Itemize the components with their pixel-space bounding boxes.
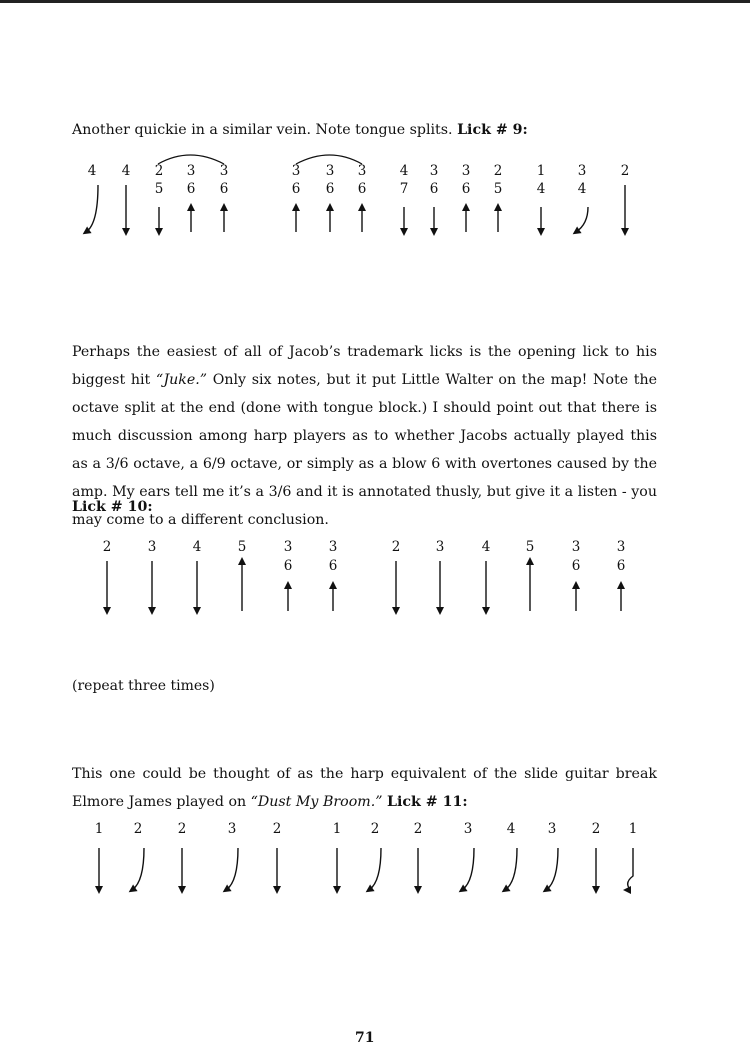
lick10-note-bottom: 6 (571, 558, 581, 574)
lick9-note-bottom: 6 (219, 181, 229, 197)
lick9-note-top: 3 (357, 163, 367, 179)
lick9-note-bottom: 4 (536, 181, 546, 197)
lick9-note-top: 4 (87, 163, 97, 179)
lick11-note-top: 2 (272, 821, 282, 837)
lick11-draw-arrow (627, 848, 633, 890)
juke-text-lead: Perhaps the easiest of all of Jacob’s trademark licks is the opening lick to his biggest hit (72, 344, 657, 388)
lick9-note-bottom: 4 (577, 181, 587, 197)
lick9-heading: Lick # 9: (457, 122, 528, 138)
lick9-note-top: 4 (121, 163, 131, 179)
lick9-note-top: 3 (186, 163, 196, 179)
lick10-note-top: 3 (435, 539, 445, 555)
lick11-draw-arrow (369, 848, 381, 890)
lick11-draw-arrow (546, 848, 558, 890)
lick10-note-bottom: 6 (328, 558, 338, 574)
lick9-note-top: 3 (429, 163, 439, 179)
lick9-note-bottom: 6 (325, 181, 335, 197)
lick10-heading: Lick # 10: (72, 499, 153, 515)
lick11-note-top: 2 (591, 821, 601, 837)
lick10-note-top: 4 (481, 539, 491, 555)
lick9-note-bottom: 6 (461, 181, 471, 197)
lick9-note-top: 3 (577, 163, 587, 179)
lick10-note-top: 3 (147, 539, 157, 555)
lick9-draw-arrow (576, 207, 588, 232)
lick9-note-bottom: 6 (291, 181, 301, 197)
lick10-note-top: 3 (571, 539, 581, 555)
lick9-note-top: 3 (325, 163, 335, 179)
repeat-note: (repeat three times) (72, 678, 215, 694)
song-title: “Dust My Broom.” (250, 794, 383, 810)
lick11-draw-arrow (132, 848, 144, 890)
lick9-note-top: 3 (291, 163, 301, 179)
lick9-draw-arrow (86, 185, 98, 232)
lick10-note-bottom: 6 (616, 558, 626, 574)
intro-text: Another quickie in a similar vein. Note tongue splits. (72, 122, 453, 138)
lick9-note-bottom: 5 (154, 181, 164, 197)
lick9-note-bottom: 6 (429, 181, 439, 197)
lick9-note-bottom: 7 (399, 181, 409, 197)
lick11-draw-arrow (226, 848, 238, 890)
lick10-note-top: 3 (616, 539, 626, 555)
slur-arc (296, 155, 362, 164)
lick9-note-top: 4 (399, 163, 409, 179)
lick9-note-top: 3 (219, 163, 229, 179)
lick10-note-top: 2 (102, 539, 112, 555)
lick11-draw-arrow (462, 848, 474, 890)
lick9-note-top: 2 (154, 163, 164, 179)
lick11-note-top: 2 (370, 821, 380, 837)
juke-text-rest: Only six notes, but it put Little Walter on the map! Note the octave split at the end (done with tongue block.) I should point out that there is much discussion among harp players as to whether Jacobs actually played this as a 3/6 octave, a 6/9 octave, or simply as a blow 6 with overtones caused by the amp. My ears tell me it’s a 3/6 and it is annotated thusly, but give it a listen - you may come to a different conclusion. (72, 372, 657, 528)
lick11-note-top: 3 (547, 821, 557, 837)
lick11-note-top: 3 (463, 821, 473, 837)
lick11-note-top: 2 (177, 821, 187, 837)
juke-title: “Juke.” (155, 372, 208, 388)
lick11-note-top: 2 (133, 821, 143, 837)
lick10-note-top: 3 (283, 539, 293, 555)
lick9-note-top: 2 (493, 163, 503, 179)
dmb-text: This one could be thought of as the harp equivalent of the slide guitar break Elmore James played on (72, 766, 657, 810)
page-number: 71 (355, 1030, 375, 1046)
lick10-note-top: 4 (192, 539, 202, 555)
lick9-note-top: 3 (461, 163, 471, 179)
lick11-draw-arrow (505, 848, 517, 890)
lick10-note-top: 5 (237, 539, 247, 555)
lick10-note-top: 3 (328, 539, 338, 555)
lick10-note-top: 2 (391, 539, 401, 555)
lick10-note-bottom: 6 (283, 558, 293, 574)
lick11-heading: Lick # 11: (386, 794, 468, 810)
slur-arc (158, 155, 224, 164)
lick11-note-top: 4 (506, 821, 516, 837)
lick11-note-top: 2 (413, 821, 423, 837)
lick9-note-top: 2 (620, 163, 630, 179)
lick9-note-bottom: 6 (357, 181, 367, 197)
lick9-note-bottom: 5 (493, 181, 503, 197)
lick11-note-top: 1 (332, 821, 342, 837)
lick10-note-top: 5 (525, 539, 535, 555)
lick11-note-top: 3 (227, 821, 237, 837)
lick9-note-top: 1 (536, 163, 546, 179)
lick11-note-top: 1 (628, 821, 638, 837)
lick9-note-bottom: 6 (186, 181, 196, 197)
lick11-note-top: 1 (94, 821, 104, 837)
